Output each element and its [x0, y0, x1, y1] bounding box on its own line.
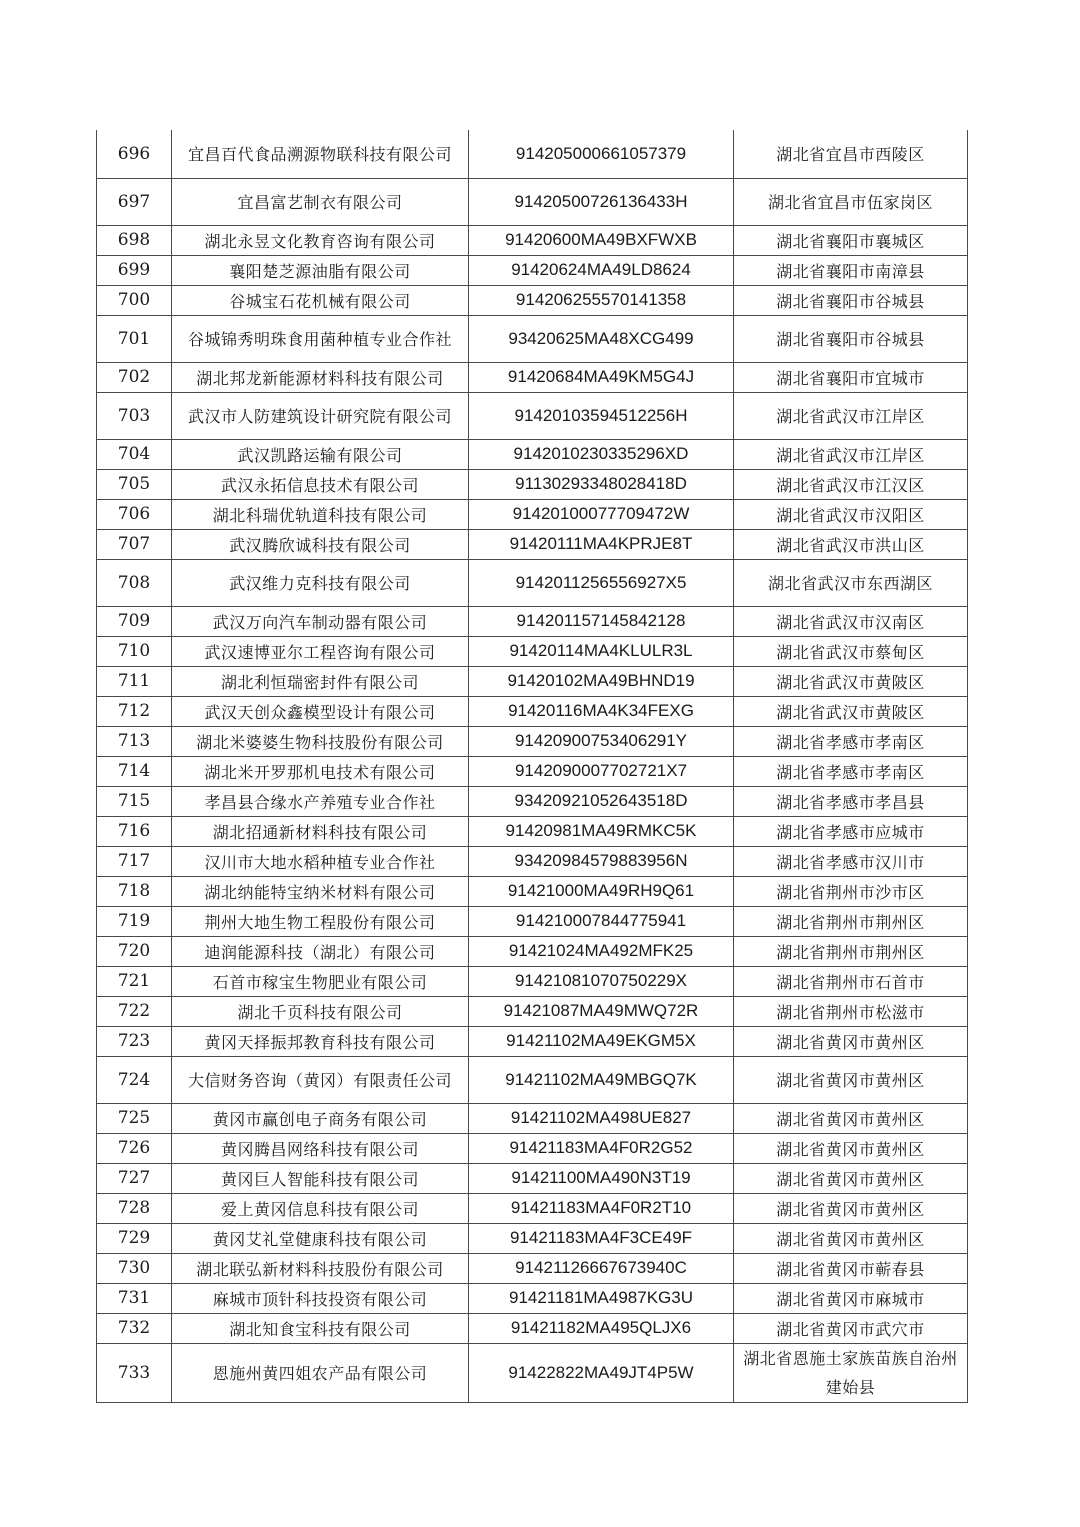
table-row — [97, 786, 968, 816]
credit-code: 91420102MA49BHND19 — [469, 666, 734, 696]
company-name: 宜昌富艺制衣有限公司 — [172, 178, 469, 225]
row-number: 728 — [97, 1193, 172, 1223]
region: 湖北省武汉市黄陂区 — [734, 696, 968, 726]
credit-code: 91421102MA498UE827 — [469, 1103, 734, 1133]
company-name: 湖北招通新材料科技有限公司 — [172, 816, 469, 846]
row-number: 724 — [97, 1056, 172, 1103]
credit-code: 91421087MA49MWQ72R — [469, 996, 734, 1026]
region: 湖北省武汉市洪山区 — [734, 529, 968, 559]
credit-code: 91420100077709472W — [469, 499, 734, 529]
region: 湖北省荆州市荆州区 — [734, 936, 968, 966]
region: 湖北省宜昌市伍家岗区 — [734, 178, 968, 225]
row-number: 732 — [97, 1313, 172, 1343]
company-name: 武汉永拓信息技术有限公司 — [172, 469, 469, 499]
region: 湖北省黄冈市黄州区 — [734, 1103, 968, 1133]
credit-code: 91130293348028418D — [469, 469, 734, 499]
row-number: 719 — [97, 906, 172, 936]
credit-code: 914210007844775941 — [469, 906, 734, 936]
row-number: 722 — [97, 996, 172, 1026]
table-row — [97, 666, 968, 696]
company-name: 湖北千页科技有限公司 — [172, 996, 469, 1026]
table-row — [97, 1253, 968, 1283]
region: 湖北省黄冈市黄州区 — [734, 1163, 968, 1193]
row-number: 700 — [97, 285, 172, 315]
table-row — [97, 1283, 968, 1313]
company-name: 宜昌百代食品溯源物联科技有限公司 — [172, 130, 469, 178]
company-name: 黄冈天择振邦教育科技有限公司 — [172, 1026, 469, 1056]
company-name: 孝昌县合缘水产养殖专业合作社 — [172, 786, 469, 816]
company-name: 麻城市顶针科技投资有限公司 — [172, 1283, 469, 1313]
company-name: 武汉腾欣诚科技有限公司 — [172, 529, 469, 559]
region: 湖北省武汉市江汉区 — [734, 469, 968, 499]
table-row — [97, 529, 968, 559]
row-number: 696 — [97, 130, 172, 178]
row-number: 725 — [97, 1103, 172, 1133]
region: 湖北省宜昌市西陵区 — [734, 130, 968, 178]
table-row — [97, 130, 968, 178]
company-table — [96, 130, 968, 1403]
region: 湖北省武汉市汉阳区 — [734, 499, 968, 529]
table-row — [97, 846, 968, 876]
credit-code: 91421024MA492MFK25 — [469, 936, 734, 966]
table-row — [97, 559, 968, 606]
company-name: 湖北永昱文化教育咨询有限公司 — [172, 225, 469, 255]
region: 湖北省孝感市汉川市 — [734, 846, 968, 876]
company-name: 黄冈市赢创电子商务有限公司 — [172, 1103, 469, 1133]
row-number: 710 — [97, 636, 172, 666]
credit-code: 91421183MA4F3CE49F — [469, 1223, 734, 1253]
credit-code: 91420900753406291Y — [469, 726, 734, 756]
company-name: 湖北科瑞优轨道科技有限公司 — [172, 499, 469, 529]
region: 湖北省武汉市蔡甸区 — [734, 636, 968, 666]
credit-code: 91421183MA4F0R2T10 — [469, 1193, 734, 1223]
table-row — [97, 756, 968, 786]
company-name: 迪润能源科技（湖北）有限公司 — [172, 936, 469, 966]
credit-code: 91420114MA4KLULR3L — [469, 636, 734, 666]
row-number: 717 — [97, 846, 172, 876]
region: 湖北省黄冈市黄州区 — [734, 1133, 968, 1163]
credit-code: 91420500726136433H — [469, 178, 734, 225]
row-number: 731 — [97, 1283, 172, 1313]
table-row — [97, 906, 968, 936]
row-number: 707 — [97, 529, 172, 559]
company-name: 汉川市大地水稻种植专业合作社 — [172, 846, 469, 876]
credit-code: 914201157145842128 — [469, 606, 734, 636]
company-name: 湖北米婆婆生物科技股份有限公司 — [172, 726, 469, 756]
row-number: 698 — [97, 225, 172, 255]
table-row — [97, 1313, 968, 1343]
table-row — [97, 1343, 968, 1402]
region: 湖北省黄冈市黄州区 — [734, 1056, 968, 1103]
credit-code: 93420984579883956N — [469, 846, 734, 876]
region: 湖北省荆州市荆州区 — [734, 906, 968, 936]
row-number: 721 — [97, 966, 172, 996]
company-name: 石首市稼宝生物肥业有限公司 — [172, 966, 469, 996]
region: 湖北省荆州市松滋市 — [734, 996, 968, 1026]
table-row — [97, 255, 968, 285]
region: 湖北省武汉市黄陂区 — [734, 666, 968, 696]
company-name: 荆州大地生物工程股份有限公司 — [172, 906, 469, 936]
company-name: 湖北利恒瑞密封件有限公司 — [172, 666, 469, 696]
credit-code: 91421081070750229X — [469, 966, 734, 996]
row-number: 713 — [97, 726, 172, 756]
row-number: 699 — [97, 255, 172, 285]
row-number: 705 — [97, 469, 172, 499]
credit-code: 91420981MA49RMKC5K — [469, 816, 734, 846]
table-row — [97, 1133, 968, 1163]
credit-code: 91421000MA49RH9Q61 — [469, 876, 734, 906]
row-number: 701 — [97, 315, 172, 362]
region: 湖北省襄阳市襄城区 — [734, 225, 968, 255]
credit-code: 91420111MA4KPRJE8T — [469, 529, 734, 559]
region: 湖北省襄阳市宜城市 — [734, 362, 968, 392]
company-name: 武汉市人防建筑设计研究院有限公司 — [172, 392, 469, 439]
table-row — [97, 392, 968, 439]
table-row — [97, 499, 968, 529]
region: 湖北省孝感市孝昌县 — [734, 786, 968, 816]
row-number: 723 — [97, 1026, 172, 1056]
row-number: 716 — [97, 816, 172, 846]
region: 湖北省武汉市东西湖区 — [734, 559, 968, 606]
table-row — [97, 439, 968, 469]
row-number: 729 — [97, 1223, 172, 1253]
company-name: 湖北米开罗那机电技术有限公司 — [172, 756, 469, 786]
region: 湖北省孝感市应城市 — [734, 816, 968, 846]
region: 湖北省黄冈市蕲春县 — [734, 1253, 968, 1283]
company-name: 湖北知食宝科技有限公司 — [172, 1313, 469, 1343]
region: 湖北省荆州市石首市 — [734, 966, 968, 996]
row-number: 714 — [97, 756, 172, 786]
row-number: 703 — [97, 392, 172, 439]
table-row — [97, 726, 968, 756]
row-number: 702 — [97, 362, 172, 392]
row-number: 708 — [97, 559, 172, 606]
row-number: 709 — [97, 606, 172, 636]
company-name: 湖北纳能特宝纳米材料有限公司 — [172, 876, 469, 906]
region: 湖北省黄冈市黄州区 — [734, 1193, 968, 1223]
row-number: 720 — [97, 936, 172, 966]
credit-code: 91421102MA49EKGM5X — [469, 1026, 734, 1056]
region: 湖北省黄冈市麻城市 — [734, 1283, 968, 1313]
table-row — [97, 1056, 968, 1103]
table-row — [97, 606, 968, 636]
table-row — [97, 225, 968, 255]
company-name: 武汉天创众鑫模型设计有限公司 — [172, 696, 469, 726]
table-row — [97, 285, 968, 315]
region: 湖北省黄冈市黄州区 — [734, 1223, 968, 1253]
credit-code: 91421183MA4F0R2G52 — [469, 1133, 734, 1163]
row-number: 727 — [97, 1163, 172, 1193]
table-row — [97, 636, 968, 666]
row-number: 730 — [97, 1253, 172, 1283]
table-row — [97, 966, 968, 996]
region: 湖北省荆州市沙市区 — [734, 876, 968, 906]
table-row — [97, 936, 968, 966]
table-row — [97, 876, 968, 906]
company-name: 恩施州黄四姐农产品有限公司 — [172, 1343, 469, 1402]
region: 湖北省武汉市汉南区 — [734, 606, 968, 636]
credit-code: 91420600MA49BXFWXB — [469, 225, 734, 255]
row-number: 697 — [97, 178, 172, 225]
credit-code: 91421181MA4987KG3U — [469, 1283, 734, 1313]
region: 湖北省孝感市孝南区 — [734, 726, 968, 756]
region: 湖北省襄阳市谷城县 — [734, 285, 968, 315]
credit-code: 9142090007702721X7 — [469, 756, 734, 786]
table-row — [97, 816, 968, 846]
row-number: 733 — [97, 1343, 172, 1402]
table-row — [97, 178, 968, 225]
table-row — [97, 696, 968, 726]
region: 湖北省孝感市孝南区 — [734, 756, 968, 786]
company-table-body — [97, 130, 968, 1402]
table-row — [97, 1163, 968, 1193]
region: 湖北省黄冈市黄州区 — [734, 1026, 968, 1056]
credit-code: 91421126667673940C — [469, 1253, 734, 1283]
credit-code: 9142010230335296XD — [469, 439, 734, 469]
table-row — [97, 996, 968, 1026]
table-row — [97, 1193, 968, 1223]
company-name: 谷城锦秀明珠食用菌种植专业合作社 — [172, 315, 469, 362]
company-name: 黄冈腾昌网络科技有限公司 — [172, 1133, 469, 1163]
company-name: 武汉速博亚尔工程咨询有限公司 — [172, 636, 469, 666]
row-number: 718 — [97, 876, 172, 906]
row-number: 726 — [97, 1133, 172, 1163]
credit-code: 91421102MA49MBGQ7K — [469, 1056, 734, 1103]
credit-code: 91420103594512256H — [469, 392, 734, 439]
credit-code: 93420921052643518D — [469, 786, 734, 816]
region: 湖北省黄冈市武穴市 — [734, 1313, 968, 1343]
company-name: 武汉维力克科技有限公司 — [172, 559, 469, 606]
credit-code: 93420625MA48XCG499 — [469, 315, 734, 362]
table-row — [97, 315, 968, 362]
company-name: 爱上黄冈信息科技有限公司 — [172, 1193, 469, 1223]
company-name: 大信财务咨询（黄冈）有限责任公司 — [172, 1056, 469, 1103]
row-number: 715 — [97, 786, 172, 816]
credit-code: 91421182MA495QLJX6 — [469, 1313, 734, 1343]
region: 湖北省武汉市江岸区 — [734, 392, 968, 439]
credit-code: 91422822MA49JT4P5W — [469, 1343, 734, 1402]
table-row — [97, 1103, 968, 1133]
credit-code: 91420684MA49KM5G4J — [469, 362, 734, 392]
row-number: 704 — [97, 439, 172, 469]
region: 湖北省襄阳市谷城县 — [734, 315, 968, 362]
table-row — [97, 1223, 968, 1253]
credit-code: 9142011256556927X5 — [469, 559, 734, 606]
row-number: 712 — [97, 696, 172, 726]
company-name: 襄阳楚芝源油脂有限公司 — [172, 255, 469, 285]
company-name: 武汉凯路运输有限公司 — [172, 439, 469, 469]
region: 湖北省恩施土家族苗族自治州建始县 — [734, 1343, 968, 1402]
row-number: 706 — [97, 499, 172, 529]
credit-code: 914206255570141358 — [469, 285, 734, 315]
credit-code: 91420624MA49LD8624 — [469, 255, 734, 285]
credit-code: 914205000661057379 — [469, 130, 734, 178]
company-name: 湖北联弘新材料科技股份有限公司 — [172, 1253, 469, 1283]
table-row — [97, 1026, 968, 1056]
credit-code: 91420116MA4K34FEXG — [469, 696, 734, 726]
company-name: 谷城宝石花机械有限公司 — [172, 285, 469, 315]
table-row — [97, 362, 968, 392]
credit-code: 91421100MA490N3T19 — [469, 1163, 734, 1193]
table-row — [97, 469, 968, 499]
region: 湖北省襄阳市南漳县 — [734, 255, 968, 285]
row-number: 711 — [97, 666, 172, 696]
company-name: 湖北邦龙新能源材料科技有限公司 — [172, 362, 469, 392]
company-name: 黄冈巨人智能科技有限公司 — [172, 1163, 469, 1193]
region: 湖北省武汉市江岸区 — [734, 439, 968, 469]
company-name: 武汉万向汽车制动器有限公司 — [172, 606, 469, 636]
company-name: 黄冈艾礼堂健康科技有限公司 — [172, 1223, 469, 1253]
